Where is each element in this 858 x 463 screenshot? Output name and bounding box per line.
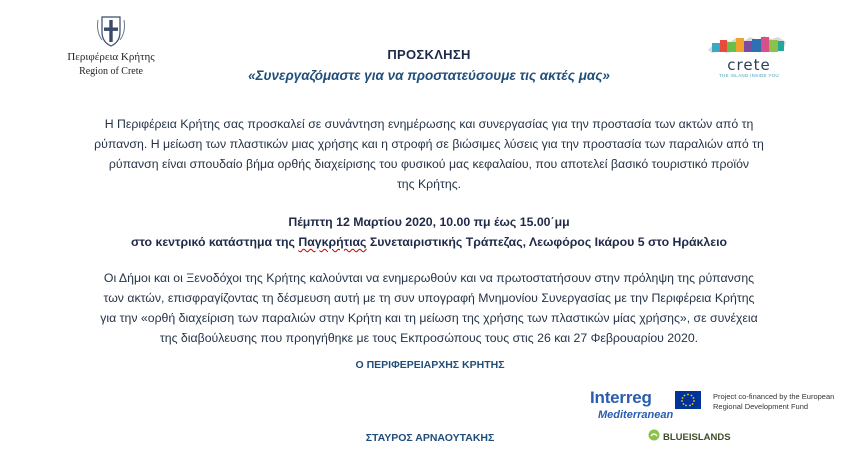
venue-highlight: Παγκρήτιας xyxy=(298,235,367,249)
intro-line: Η Περιφέρεια Κρήτης σας προσκαλεί σε συνάντηση ενημέρωσης και συνεργασίας για την προστασία των ακτών από τη xyxy=(104,117,754,131)
blueislands-word: BLUEISLANDS xyxy=(663,431,731,443)
cofund-line: Project co-financed by the European xyxy=(713,392,835,401)
page-title: ΠΡΟΣΚΛΗΣΗ xyxy=(387,47,471,62)
org-name-greek: Περιφέρεια Κρήτης xyxy=(67,51,155,63)
intro-line: της Κρήτης. xyxy=(396,177,462,191)
org-name-english: Region of Crete xyxy=(79,66,143,77)
intro-paragraph xyxy=(22,114,836,194)
event-venue xyxy=(22,232,836,252)
page-subtitle: «Συνεργαζόμαστε για να προστατεύσουμε τις ακτές μας» xyxy=(248,68,610,83)
eu-flag-icon xyxy=(675,391,701,409)
intro-line: ρύπανση είναι σπουδαίο βήμα ορθής διαχείρισης του φυσικού μας κεφαλαίου, που αποτελεί βασικό τουριστικό προϊόν xyxy=(108,157,750,171)
signature-title: Ο ΠΕΡΙΦΕΡΕΙΑΡΧΗΣ ΚΡΗΤΗΣ xyxy=(355,359,505,371)
event-date: Πέμπτη 12 Μαρτίου 2020, 10.00 πμ έως 15.00΄μμ xyxy=(288,215,570,229)
body-line: για την «ορθή διαχείριση των παραλιών στην Κρήτη και τη μείωση της χρήσης των πλαστικών μίας χρήσης», σε συνέχεια xyxy=(100,311,758,325)
venue-prefix: στο κεντρικό κατάστημα της xyxy=(131,235,299,249)
cofund-notice xyxy=(713,392,853,412)
crete-brand-word: crete xyxy=(727,56,771,74)
cofund-line: Regional Development Fund xyxy=(713,402,809,411)
body-line: της διαβούλευσης που προηγήθηκε με τους Εκπροσώπους τους στις 26 και 27 Φεβρουαρίου 2020. xyxy=(159,331,699,345)
crete-brand-tagline: THE ISLAND INSIDE YOU xyxy=(719,73,779,78)
intro-line: ρύπανση. Η μείωση των πλαστικών μιας χρήσης και η στροφή σε βιώσιμες λύσεις για την προστασία των παραλιών από τη xyxy=(94,137,764,151)
interreg-logo-sub: Mediterranean xyxy=(598,409,674,421)
blueislands-icon xyxy=(648,428,660,446)
blueislands-logo xyxy=(648,428,731,446)
venue-suffix: Συνεταιριστικής Τράπεζας, Λεωφόρος Ικάρου 5 στο Ηράκλειο xyxy=(366,235,727,249)
body-paragraph xyxy=(22,268,836,348)
interreg-logo-word: Interreg xyxy=(590,388,652,407)
region-emblem-icon xyxy=(96,14,126,48)
body-line: Οι Δήμοι και οι Ξενοδόχοι της Κρήτης καλούνται να ενημερωθούν και να πρωτοστατήσουν στην πρόληψη της ρύπανσης xyxy=(103,271,755,285)
body-line: των ακτών, επισφραγίζοντας τη δέσμευση αυτή με τη συν υπογραφή Μνημονίου Συνεργασίας με την Περιφέρεια Κρήτης xyxy=(103,291,755,305)
signature-name: ΣΤΑΥΡΟΣ ΑΡΝΑΟΥΤΑΚΗΣ xyxy=(365,432,495,444)
